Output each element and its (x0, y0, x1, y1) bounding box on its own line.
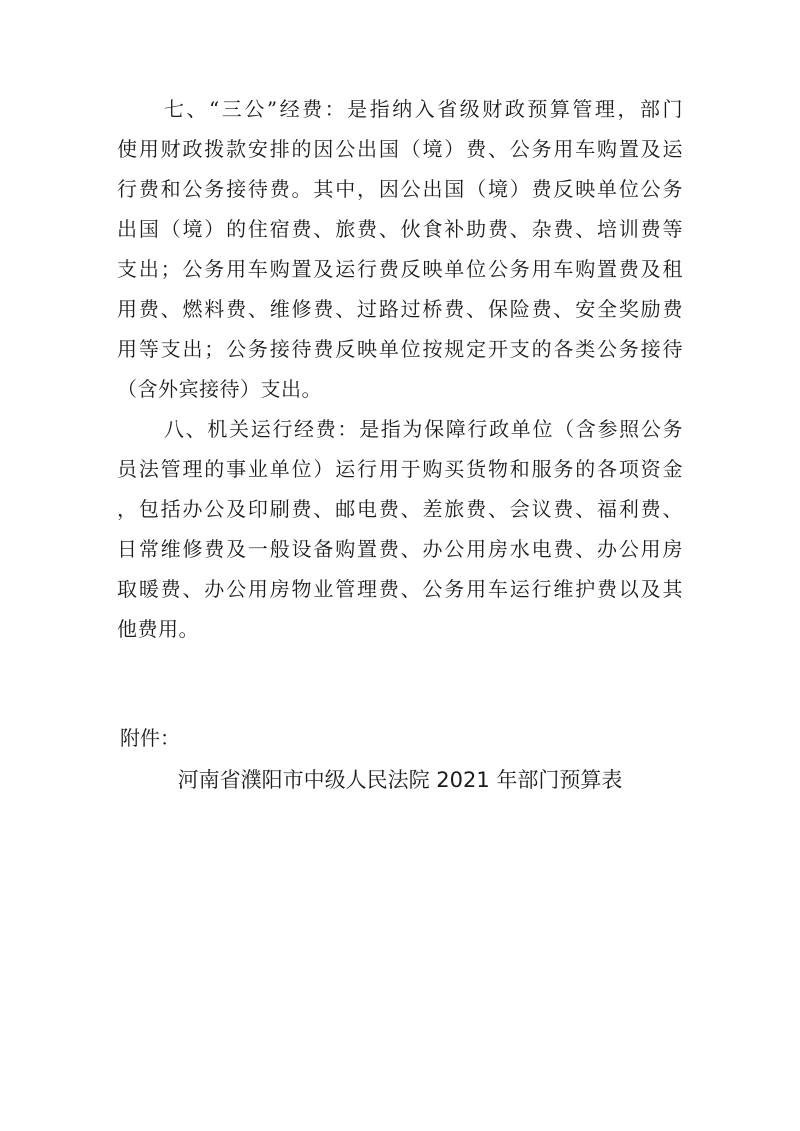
section8-line-6: 他费用。 (117, 617, 199, 641)
section7-line-8: （含外宾接待）支出。 (117, 377, 322, 401)
section7-line-7: 用等支出；公务接待费反映单位按规定开支的各类公务接待 (117, 337, 683, 361)
attachment-title: 河南省濮阳市中级人民法院 2021 年部门预算表 (177, 768, 623, 792)
section7-line-4: 出国（境）的住宿费、旅费、伙食补助费、杂费、培训费等 (117, 217, 683, 241)
section7-line-1: 七、“三公”经费：是指纳入省级财政预算管理，部门 (164, 97, 683, 121)
section8-line-1: 八、机关运行经费：是指为保障行政单位（含参照公务 (164, 417, 683, 441)
section8-line-5: 取暖费、办公用房物业管理费、公务用车运行维护费以及其 (117, 577, 683, 601)
attachment-label: 附件： (120, 726, 180, 750)
section7-line-2: 使用财政拨款安排的因公出国（境）费、公务用车购置及运 (117, 137, 683, 161)
section7-line-5: 支出；公务用车购置及运行费反映单位公务用车购置费及租 (117, 257, 683, 281)
section7-line-6: 用费、燃料费、维修费、过路过桥费、保险费、安全奖励费 (117, 297, 683, 321)
section8-line-4: 日常维修费及一般设备购置费、办公用房水电费、办公用房 (117, 537, 683, 561)
section8-line-3: ，包括办公及印刷费、邮电费、差旅费、会议费、福利费、 (117, 497, 683, 521)
section8-line-2: 员法管理的事业单位）运行用于购买货物和服务的各项资金 (117, 457, 683, 481)
section7-line-3: 行费和公务接待费。其中，因公出国（境）费反映单位公务 (117, 177, 683, 201)
